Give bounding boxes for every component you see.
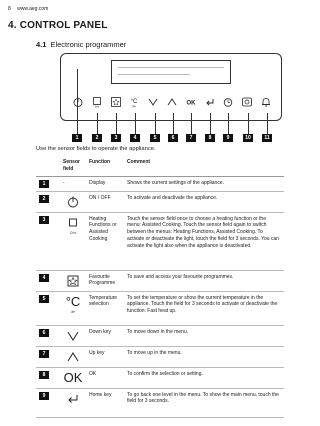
row-number-badge: 7 bbox=[39, 350, 49, 358]
fast-heat-symbol: ≫ bbox=[70, 308, 76, 314]
ok-symbol: OK bbox=[63, 369, 83, 385]
table-row bbox=[36, 212, 284, 270]
temperature-symbol: °C bbox=[65, 293, 81, 309]
table-row bbox=[36, 388, 284, 417]
page-header bbox=[8, 6, 48, 12]
callout-number-9: 9 bbox=[223, 134, 233, 142]
function-cell: ON / OFF bbox=[86, 191, 124, 212]
svg-text:OK: OK bbox=[186, 100, 196, 107]
site-url: www.aeg.com bbox=[17, 6, 49, 12]
power-icon bbox=[71, 95, 85, 109]
callout-leader bbox=[248, 113, 249, 134]
sensor-field-symbol: - bbox=[60, 176, 86, 191]
callout-number-8: 8 bbox=[205, 134, 215, 142]
comment-cell: To set the temperature or show the current temperature in the appliance. Touch the field for 3 seconds to activate or deactivate the function: Fast heat up. bbox=[124, 291, 284, 325]
row-number-badge: 8 bbox=[39, 371, 49, 379]
svg-text:0:h: 0:h bbox=[94, 104, 99, 108]
callout-number-10: 10 bbox=[243, 134, 253, 142]
function-cell: Heating Functions or Assisted Cooking bbox=[86, 212, 124, 270]
header-num bbox=[36, 156, 60, 176]
callout-leader bbox=[116, 113, 117, 134]
ok-icon bbox=[63, 371, 83, 385]
ok-icon bbox=[184, 95, 198, 109]
row-number-badge: 9 bbox=[39, 392, 49, 400]
table-row bbox=[36, 176, 284, 191]
comment-cell: To save and access your favourite programmes. bbox=[124, 270, 284, 291]
display-window bbox=[111, 60, 231, 84]
comment-cell: Shows the current settings of the appliance. bbox=[124, 176, 284, 191]
comment-cell: To activate and deactivate the appliance. bbox=[124, 191, 284, 212]
home-back-icon bbox=[63, 392, 83, 406]
header-function: Function bbox=[86, 156, 124, 176]
row-number-badge: 1 bbox=[39, 180, 49, 188]
chevron-up-icon bbox=[63, 350, 83, 364]
table-row bbox=[36, 367, 284, 388]
header-comment: Comment bbox=[124, 156, 284, 176]
callout-number-3: 3 bbox=[111, 134, 121, 142]
intro-text: Use the sensor fields to operate the appliance. bbox=[36, 146, 156, 152]
page-number: 8 bbox=[8, 6, 11, 12]
function-cell: Temperature selection bbox=[86, 291, 124, 325]
chevron-down-icon bbox=[146, 95, 160, 109]
table-row bbox=[36, 346, 284, 367]
row-number-badge: 3 bbox=[39, 216, 49, 224]
heating-functions-sub: 0:h bbox=[70, 229, 76, 235]
callout-leader bbox=[267, 113, 268, 134]
function-cell: Home key bbox=[86, 388, 124, 417]
function-cell: Display bbox=[86, 176, 124, 191]
table-row bbox=[36, 191, 284, 212]
callout-leader bbox=[210, 113, 211, 134]
subsection-title bbox=[36, 40, 126, 49]
options-icon bbox=[240, 95, 254, 109]
callout-leader bbox=[228, 113, 229, 134]
row-number-badge: 6 bbox=[39, 329, 49, 337]
heating-functions-icon bbox=[63, 216, 83, 235]
chevron-down-icon bbox=[63, 329, 83, 343]
heating-functions-icon bbox=[90, 95, 104, 109]
favourite-icon bbox=[109, 95, 123, 109]
function-cell: Favourite Programme bbox=[86, 270, 124, 291]
chevron-up-icon bbox=[165, 95, 179, 109]
control-panel-diagram bbox=[60, 53, 282, 121]
callout-number-6: 6 bbox=[168, 134, 178, 142]
row-number-badge: 4 bbox=[39, 274, 49, 282]
callout-row bbox=[60, 121, 282, 143]
timer-icon bbox=[221, 95, 235, 109]
callout-leader bbox=[77, 69, 78, 134]
row-number-badge: 5 bbox=[39, 295, 49, 303]
comment-cell: To confirm the selection or setting. bbox=[124, 367, 284, 388]
table-row bbox=[36, 325, 284, 346]
callout-leader bbox=[135, 113, 136, 134]
section-title: 4. CONTROL PANEL bbox=[8, 20, 108, 31]
callout-number-1: 1 bbox=[72, 134, 82, 142]
callout-number-4: 4 bbox=[130, 134, 140, 142]
comment-cell: To move up in the menu. bbox=[124, 346, 284, 367]
table-header-row bbox=[36, 156, 284, 176]
header-sensor-field: Sensor field bbox=[60, 156, 86, 176]
temperature-icon bbox=[63, 295, 83, 314]
callout-number-7: 7 bbox=[186, 134, 196, 142]
function-cell: OK bbox=[86, 367, 124, 388]
comment-cell: To go back one level in the menu. To show the main menu, touch the field for 3 seconds. bbox=[124, 388, 284, 417]
subsection-label: Electronic programmer bbox=[50, 40, 127, 49]
table-row bbox=[36, 291, 284, 325]
panel-keys bbox=[67, 95, 277, 109]
temperature-icon bbox=[127, 95, 141, 109]
callout-number-11: 11 bbox=[262, 134, 272, 142]
favourite-icon bbox=[63, 274, 83, 288]
callout-number-5: 5 bbox=[150, 134, 160, 142]
function-cell: Up key bbox=[86, 346, 124, 367]
row-number-badge: 2 bbox=[39, 195, 49, 203]
function-cell: Down key bbox=[86, 325, 124, 346]
comment-cell: To move down in the menu. bbox=[124, 325, 284, 346]
callout-leader bbox=[191, 113, 192, 134]
callout-leader bbox=[173, 113, 174, 134]
table-row bbox=[36, 270, 284, 291]
comment-cell: Touch the sensor field once to choose a heating function or the menu: Assisted Cooking. Touch the sensor field again to switch between the menus: Heating Functions, Assisted Cooking. To activate or deactivate the light, touch the field for 3 seconds. You can activate the light also when the appliance is deactivated. bbox=[124, 212, 284, 270]
svg-text:°C: °C bbox=[131, 99, 138, 105]
callout-leader bbox=[97, 113, 98, 134]
bell-icon bbox=[259, 95, 273, 109]
subsection-number: 4.1 bbox=[36, 40, 47, 49]
home-back-icon bbox=[203, 95, 217, 109]
svg-text:≫: ≫ bbox=[132, 104, 137, 108]
power-icon bbox=[63, 195, 83, 209]
callout-number-2: 2 bbox=[92, 134, 102, 142]
sensor-field-table bbox=[36, 156, 284, 418]
callout-leader bbox=[155, 113, 156, 134]
